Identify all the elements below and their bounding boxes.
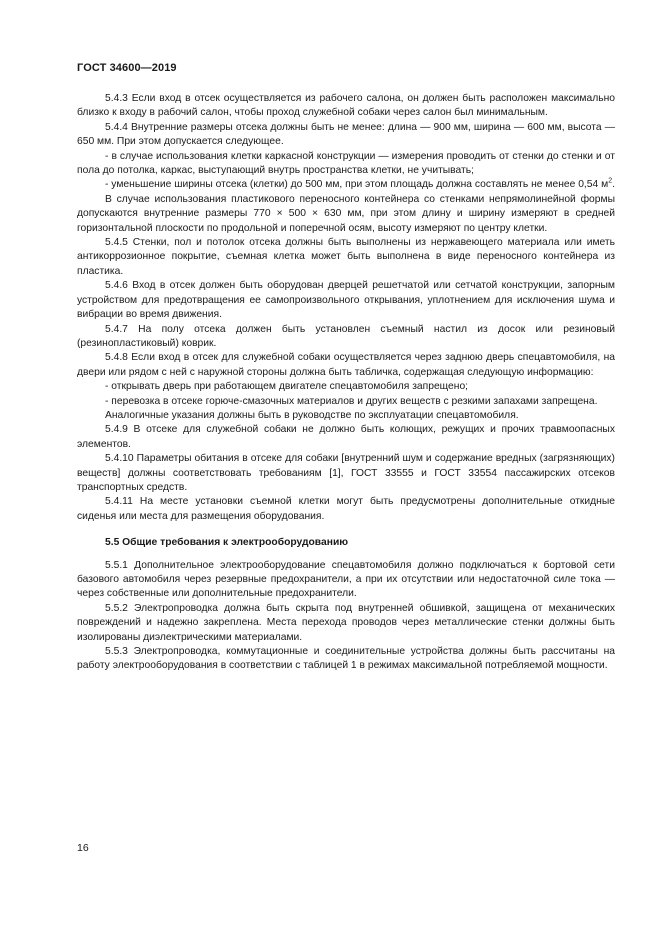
paragraph-5-4-4-item-2-end: . [612,179,615,191]
paragraph-5-4-9: 5.4.9 В отсеке для служебной собаки не должно быть колющих, режущих и прочих травмоопасных элементов. [77,424,615,450]
paragraph-5-4-5: 5.4.5 Стенки, пол и потолок отсека должны быть выполнены из нержавеющего материала или иметь антикоррозионное покрытие, съемная клетка может быть выполнена в виде переносного контейнера из пластика. [77,237,615,277]
paragraph-5-4-4: 5.4.4 Внутренние размеры отсека должны быть не менее: длина — 900 мм, ширина — 600 мм, высота — 650 мм. При этом допускается следующее. [77,121,615,148]
paragraph-5-4-4-item-2-text: - уменьшение ширины отсека (клетки) до 500 мм, при этом площадь должна составлять не менее 0,54 м [105,179,609,191]
superscript-2: 2 [608,178,613,186]
paragraph-5-5-3: 5.5.3 Электропроводка, коммутационные и соединительные устройства должны быть рассчитаны на работу электрооборудования в соответствии с таблицей 1 в режимах максимальной потребляемой мощности. [77,646,615,672]
document-body [77,92,615,674]
paragraph-5-4-8-note: Аналогичные указания должны быть в руководстве по эксплуатации спецавтомобиля. [105,409,519,421]
paragraph-5-4-4-item-1: - в случае использования клетки каркасной конструкции — измерения проводить от стенки до стенки и от пола до потолка, каркас, выступающий внутрь пространства клетки, не учитывать; [77,150,615,177]
paragraph-5-5-1: 5.5.1 Дополнительное электрооборудование спецавтомобиля должно подключаться к бортовой сети базового автомобиля через резервные предохранители, а при их отсутствии или недостаточной силе тока — через собственные или дополнительные предохранители. [77,559,615,600]
paragraph-5-4-7: 5.4.7 На полу отсека должен быть установлен съемный настил из досок или резиновый (резинопластиковый) коврик. [77,323,615,349]
paragraph-5-4-10: 5.4.10 Параметры обитания в отсеке для собаки [внутренний шум и содержание вредных (загрязняющих) веществ] должны соответствовать требованиям [1], ГОСТ 33555 и ГОСТ 33554 пассажирских отсеков транспортных средств. [77,453,615,493]
section-5-5-title: 5.5 Общие требования к электрооборудованию [105,537,349,549]
paragraph-5-4-8: 5.4.8 Если вход в отсек для служебной собаки осуществляется через заднюю дверь спецавтомобиля, на двери или рядом с ней с наружной стороны должна быть табличка, содержащая следующую информацию: [77,352,615,378]
paragraph-5-4-4-plastic: В случае использования пластикового переносного контейнера со стенками непрямолинейной формы допускаются внутренние размеры 770 × 500 × 630 мм, при этом длину и ширину измеряют в средней горизонтальной плоскости по продольной и поперечной осям, высоту измеряют по центру клетки. [77,193,615,234]
paragraph-5-4-6: 5.4.6 Вход в отсек должен быть оборудован дверцей решетчатой или сетчатой конструкции, запорным устройством для предотвращения ее самопроизвольного открывания, уплотнением для исключения шума и вибрации во время движения. [77,280,615,321]
paragraph-5-5-2: 5.5.2 Электропроводка должна быть скрыта под внутренней обшивкой, защищена от механических повреждений и надежно закреплена. Места перехода проводов через металлические стенки должны быть изолированы диэлектрическими материалами. [77,602,615,643]
page-number: 16 [77,842,89,854]
paragraph-5-4-3: 5.4.3 Если вход в отсек осуществляется из рабочего салона, он должен быть расположен максимально близко к входу в рабочий салон, чтобы проход служебной собаки через салон был минимальным. [77,93,615,119]
paragraph-5-4-8-item-2: - перевозка в отсеке горюче-смазочных материалов и других веществ с резкими запахами запрещена. [105,395,598,407]
paragraph-5-4-8-item-1: - открывать дверь при работающем двигателе спецавтомобиля запрещено; [105,381,469,393]
paragraph-5-4-4-item-2 [77,178,615,192]
paragraph-5-4-11: 5.4.11 На месте установки съемной клетки могут быть предусмотрены дополнительные откидные сиденья или места для размещения оборудования. [77,496,615,522]
standard-header: ГОСТ 34600—2019 [77,62,177,74]
